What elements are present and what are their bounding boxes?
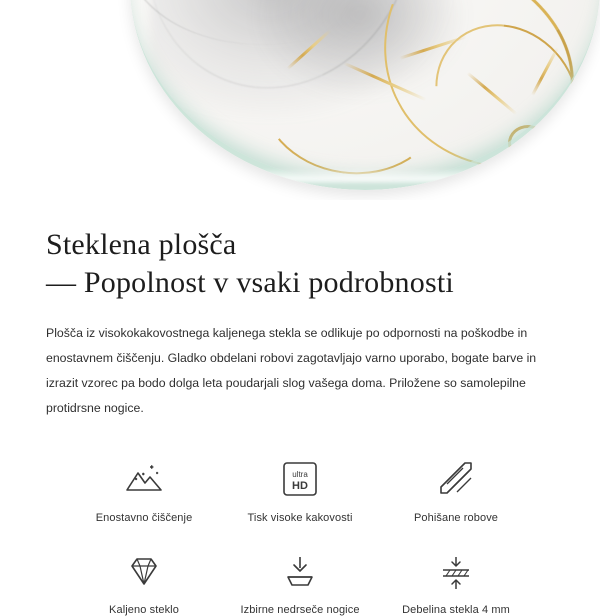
- feature-item: [66, 548, 222, 616]
- feature-label: Pohišane robove: [413, 511, 499, 524]
- feature-label: Enostavno čiščenje: [95, 511, 193, 524]
- feature-label: Izbirne nedrseče nogice: [240, 603, 360, 616]
- page-title-line-2: — Popolnost v vsaki podrobnosti: [46, 266, 454, 300]
- polished-edges-icon: [433, 456, 479, 502]
- gold-ring-accent: [508, 125, 548, 161]
- glass-thickness-icon: [433, 548, 479, 594]
- svg-text:HD: HD: [292, 479, 308, 492]
- feature-label: Kaljeno steklo: [109, 603, 179, 616]
- svg-text:ultra: ultra: [292, 469, 308, 479]
- feature-item: [378, 548, 534, 616]
- feature-item: [222, 548, 378, 616]
- tempered-glass-icon: [121, 548, 167, 594]
- easy-clean-icon: [121, 456, 167, 502]
- hero-image: [0, 0, 600, 200]
- feature-grid: [46, 456, 554, 616]
- feature-label: Tisk visoke kakovosti: [247, 511, 353, 524]
- ultra-hd-print-icon: [277, 456, 323, 502]
- page-title-line-1: Steklena plošča: [46, 228, 237, 261]
- feature-label: Debelina stekla 4 mm: [402, 603, 510, 616]
- feature-item: [66, 456, 222, 524]
- feature-item: [378, 456, 534, 524]
- page-title: [46, 226, 554, 303]
- glass-plate-graphic: [130, 0, 600, 190]
- product-description-section: [0, 200, 600, 616]
- feature-item: [222, 456, 378, 524]
- anti-slip-feet-icon: [277, 548, 323, 594]
- description-paragraph: Plošča iz visokokakovostnega kaljenega stekla se odlikuje po odpornosti na poškodbe in enostavnem čiščenju. Gladko obdelani robovi zagotavljajo varno uporabo, bogate barve in izrazit vzorec pa bodo dolga leta poudarjali slog vašega doma. Priložene so samolepilne protidrsne nogice.: [46, 325, 537, 416]
